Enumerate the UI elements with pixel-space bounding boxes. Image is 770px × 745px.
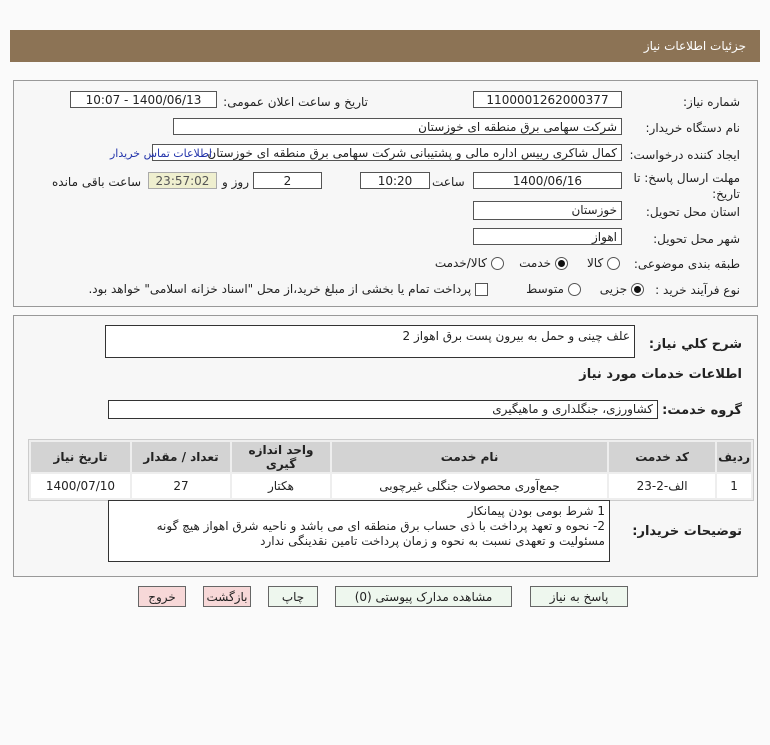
page-title: جزئیات اطلاعات نیاز: [643, 39, 746, 53]
buyer-label: نام دستگاه خریدار:: [645, 121, 740, 135]
view-attachments-button[interactable]: مشاهده مدارک پیوستی (0): [335, 586, 512, 607]
cell-unit: هکتار: [232, 474, 330, 498]
col-header-quantity: تعداد / مقدار: [132, 442, 230, 472]
table-header-row: [31, 442, 751, 472]
cell-row-no: 1: [717, 474, 751, 498]
treasury-payment-checkbox[interactable]: [475, 283, 488, 296]
col-header-unit: واحد اندازه گیری: [232, 442, 330, 472]
services-table-wrap: [28, 439, 754, 501]
col-header-code: کد خدمت: [609, 442, 715, 472]
process-label: نوع فرآیند خرید :: [655, 283, 740, 297]
summary-field: علف چینی و حمل به بیرون پست برق اهواز 2: [105, 325, 635, 358]
print-button[interactable]: چاپ: [268, 586, 318, 607]
notes-label: توضیحات خریدار:: [632, 524, 742, 539]
services-table: [29, 440, 753, 500]
creator-label: ایجاد کننده درخواست:: [629, 148, 740, 162]
province-field: خوزستان: [473, 201, 622, 220]
category-option-label: خدمت: [519, 256, 552, 270]
col-header-name: نام خدمت: [332, 442, 607, 472]
need-number-label: شماره نیاز:: [683, 95, 740, 109]
need-number-field: 1100001262000377: [473, 91, 622, 108]
notes-line: 1 شرط بومی بودن پیمانکار: [467, 504, 605, 518]
cell-name: جمع‌آوری محصولات جنگلی غیرچوبی: [332, 474, 607, 498]
buyer-contact-link[interactable]: اطلاعات تماس خریدار: [110, 147, 212, 160]
col-header-date: تاریخ نیاز: [31, 442, 130, 472]
days-field: 2: [253, 172, 322, 189]
process-radio-medium[interactable]: [568, 283, 581, 296]
payment-note: پرداخت تمام یا بخشی از مبلغ خرید،از محل "اسناد خزانه اسلامی" خواهد بود.: [88, 282, 472, 296]
notes-field: [108, 500, 610, 562]
category-option-label: کالا/خدمت: [434, 256, 488, 270]
time-label: ساعت: [432, 175, 465, 189]
notes-line: 2- نحوه و تعهد پرداخت با ذی حساب برق منطقه ای می باشد و ناحیه شرق اهواز هیچ گونه مسئولیت و تعهدی نسبت به نحوه و زمان پرداخت تامین نقدینگی ندارد: [156, 519, 605, 548]
category-radio-goods-service[interactable]: [491, 257, 504, 270]
process-option-label: جزیی: [599, 282, 628, 296]
deadline-time-field: 10:20: [360, 172, 430, 189]
process-radio-minor[interactable]: [631, 283, 644, 296]
announce-field: 1400/06/13 - 10:07: [70, 91, 217, 108]
cell-code: الف-2-23: [609, 474, 715, 498]
process-option-label: متوسط: [526, 282, 564, 296]
deadline-label: مهلت ارسال پاسخ: تا تاریخ:: [633, 171, 740, 201]
category-label: طبقه بندی موضوعی:: [633, 257, 740, 271]
category-radio-goods[interactable]: [607, 257, 620, 270]
services-heading: اطلاعات خدمات مورد نیاز: [579, 367, 742, 382]
category-option-label: کالا: [586, 256, 604, 270]
category-radio-group: [435, 256, 620, 270]
col-header-row-no: ردیف: [717, 442, 751, 472]
category-radio-service[interactable]: [555, 257, 568, 270]
summary-label: شرح کلي نياز:: [648, 337, 742, 352]
province-label: استان محل تحویل:: [645, 205, 740, 219]
city-label: شهر محل تحویل:: [653, 232, 740, 246]
city-field: اهواز: [473, 228, 622, 245]
reply-button[interactable]: پاسخ به نیاز: [530, 586, 628, 607]
process-radio-group: [88, 282, 644, 296]
cell-date: 1400/07/10: [31, 474, 130, 498]
days-label: روز و: [222, 175, 249, 189]
deadline-date-field: 1400/06/16: [473, 172, 622, 189]
exit-button[interactable]: خروج: [138, 586, 186, 607]
creator-field: کمال شاکری رییس اداره مالی و پشتیبانی شرکت سهامی برق منطقه ای خوزستان: [152, 144, 622, 161]
remaining-label: ساعت باقی مانده: [52, 175, 142, 189]
page-header: [10, 30, 760, 62]
table-row: [31, 474, 751, 498]
service-group-field: کشاورزی، جنگلداری و ماهیگیری: [108, 400, 658, 419]
service-group-label: گروه خدمت:: [662, 403, 742, 418]
cell-quantity: 27: [132, 474, 230, 498]
back-button[interactable]: بازگشت: [203, 586, 251, 607]
announce-label: تاریخ و ساعت اعلان عمومی:: [223, 95, 368, 109]
remaining-time-field: 23:57:02: [148, 172, 217, 189]
buyer-field: شرکت سهامی برق منطقه ای خوزستان: [173, 118, 622, 135]
